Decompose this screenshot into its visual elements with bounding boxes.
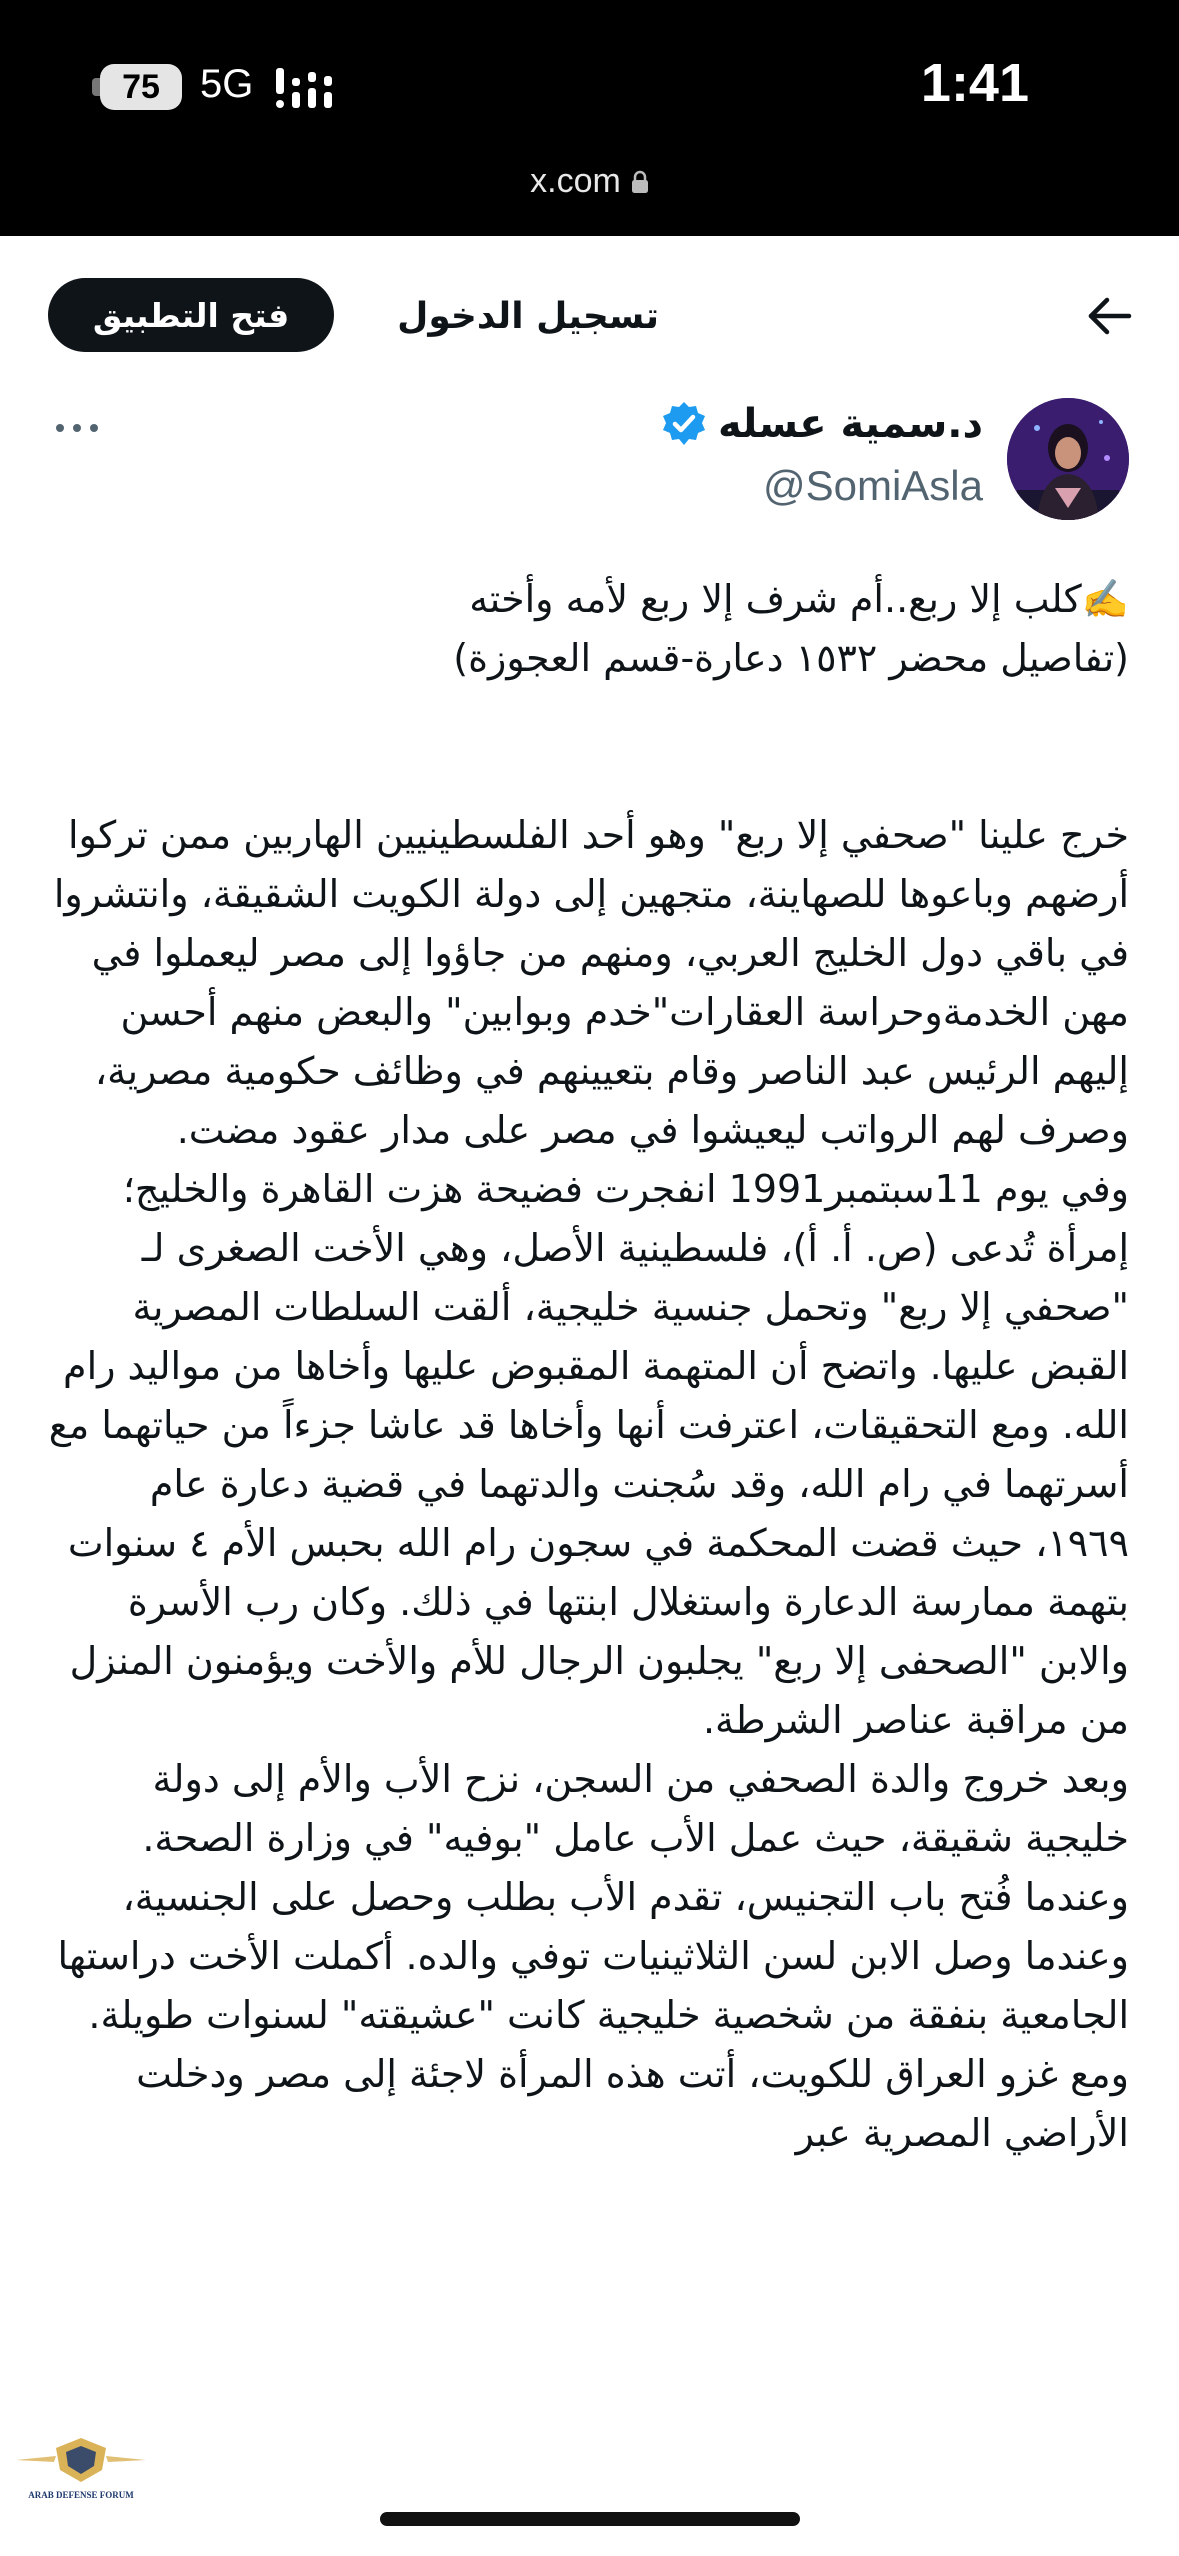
paragraph-gap — [46, 747, 1129, 806]
more-options-icon[interactable] — [52, 418, 102, 438]
network-type: 5G — [200, 62, 254, 106]
avatar[interactable] — [1007, 398, 1129, 520]
avatar-image — [1007, 398, 1129, 520]
paragraph-gap — [46, 688, 1129, 747]
signal-bars-icon — [274, 66, 338, 110]
tweet-paragraph-2: وفي يوم 11سبتمبر1991 انفجرت فضيحة هزت القاهرة والخليج؛ إمرأة تُدعى (ص. أ. أ)، فلسطينية الأصل، وهي الأخت الصغرى لـ "صحفي إلا ربع" وتحمل جنسية خليجية، ألقت السلطات المصرية القبض عليها. واتضح أن المتهمة المقبوض عليها وأخاها من مواليد رام الله. ومع التحقيقات، اعترفت أنها وأخاها قد عاشا جزءاً من حياتهما مع أسرتهما في رام الله، وقد سُجنت والدتهما في قضية دعارة عام ١٩٦٩، حيث قضت المحكمة في سجون رام الله بحبس الأم ٤ سنوات بتهمة ممارسة الدعارة واستغلال ابنتها في ذلك. وكان رب الأسرة والابن "الصحفى إلا ربع" يجلبون الرجال للأم والأخت ويؤمنون المنزل من مراقبة عناصر الشرطة. — [48, 1167, 1129, 1742]
author-display-name: د.سمية عسله — [718, 401, 983, 447]
status-bar — [0, 0, 1179, 236]
page-header — [0, 236, 1179, 396]
tweet-paragraph-1: خرج علينا "صحفي إلا ربع" وهو أحد الفلسطينيين الهاربين ممن تركوا أرضهم وباعوها للصهاينة، متجهين إلى دولة الكويت الشقيقة، وانتشروا في باقي دول الخليج العربي، ومنهم من جاؤوا إلى مصر ليعملوا في مهن الخدمةوحراسة العقارات"خدم وبوابين" والبعض منهم أحسن إليهم الرئيس عبد الناصر وقام بتعيينهم في وظائف حكومية مصرية، وصرف لهم الرواتب ليعيشوا في مصر على مدار عقود مضت. — [53, 813, 1129, 1152]
watermark-text: ARAB DEFENSE FORUM — [28, 2490, 134, 2500]
open-app-button[interactable]: فتح التطبيق — [48, 278, 334, 352]
tweet-headline: ✍️كلب إلا ربع..أم شرف إلا ربع لأمه وأخته — [469, 577, 1129, 621]
verified-badge-icon — [660, 400, 708, 448]
battery-indicator: 75 — [100, 64, 182, 110]
battery-cap — [92, 78, 100, 96]
author-name-row[interactable] — [660, 400, 983, 448]
login-link[interactable]: تسجيل الدخول — [397, 296, 659, 337]
author-handle[interactable]: @SomiAsla — [762, 462, 983, 509]
url-text: x.com — [530, 162, 621, 200]
address-bar[interactable] — [0, 162, 1179, 201]
forum-watermark-logo — [6, 2430, 156, 2530]
clock: 1:41 — [920, 53, 1029, 113]
tweet-text — [46, 570, 1129, 2163]
tweet-subheadline: (تفاصيل محضر ١٥٣٢ دعارة-قسم العجوزة) — [453, 636, 1129, 680]
home-indicator[interactable] — [380, 2512, 800, 2526]
tweet-paragraph-3: وبعد خروج والدة الصحفي من السجن، نزح الأب والأم إلى دولة خليجية شقيقة، حيث عمل الأب عامل "بوفيه" في وزارة الصحة. وعندما فُتح باب التجنيس، تقدم الأب بطلب وحصل على الجنسية، وعندما وصل الابن لسن الثلاثينيات توفي والده. أكملت الأخت دراستها الجامعية بنفقة من شخصية خليجية كانت "عشيقته" لسنوات طويلة. ومع غزو العراق للكويت، أتت هذه المرأة لاجئة إلى مصر ودخلت الأراضي المصرية عبر — [57, 1757, 1129, 2155]
back-arrow-icon[interactable] — [1085, 291, 1135, 341]
lock-icon — [631, 170, 649, 194]
